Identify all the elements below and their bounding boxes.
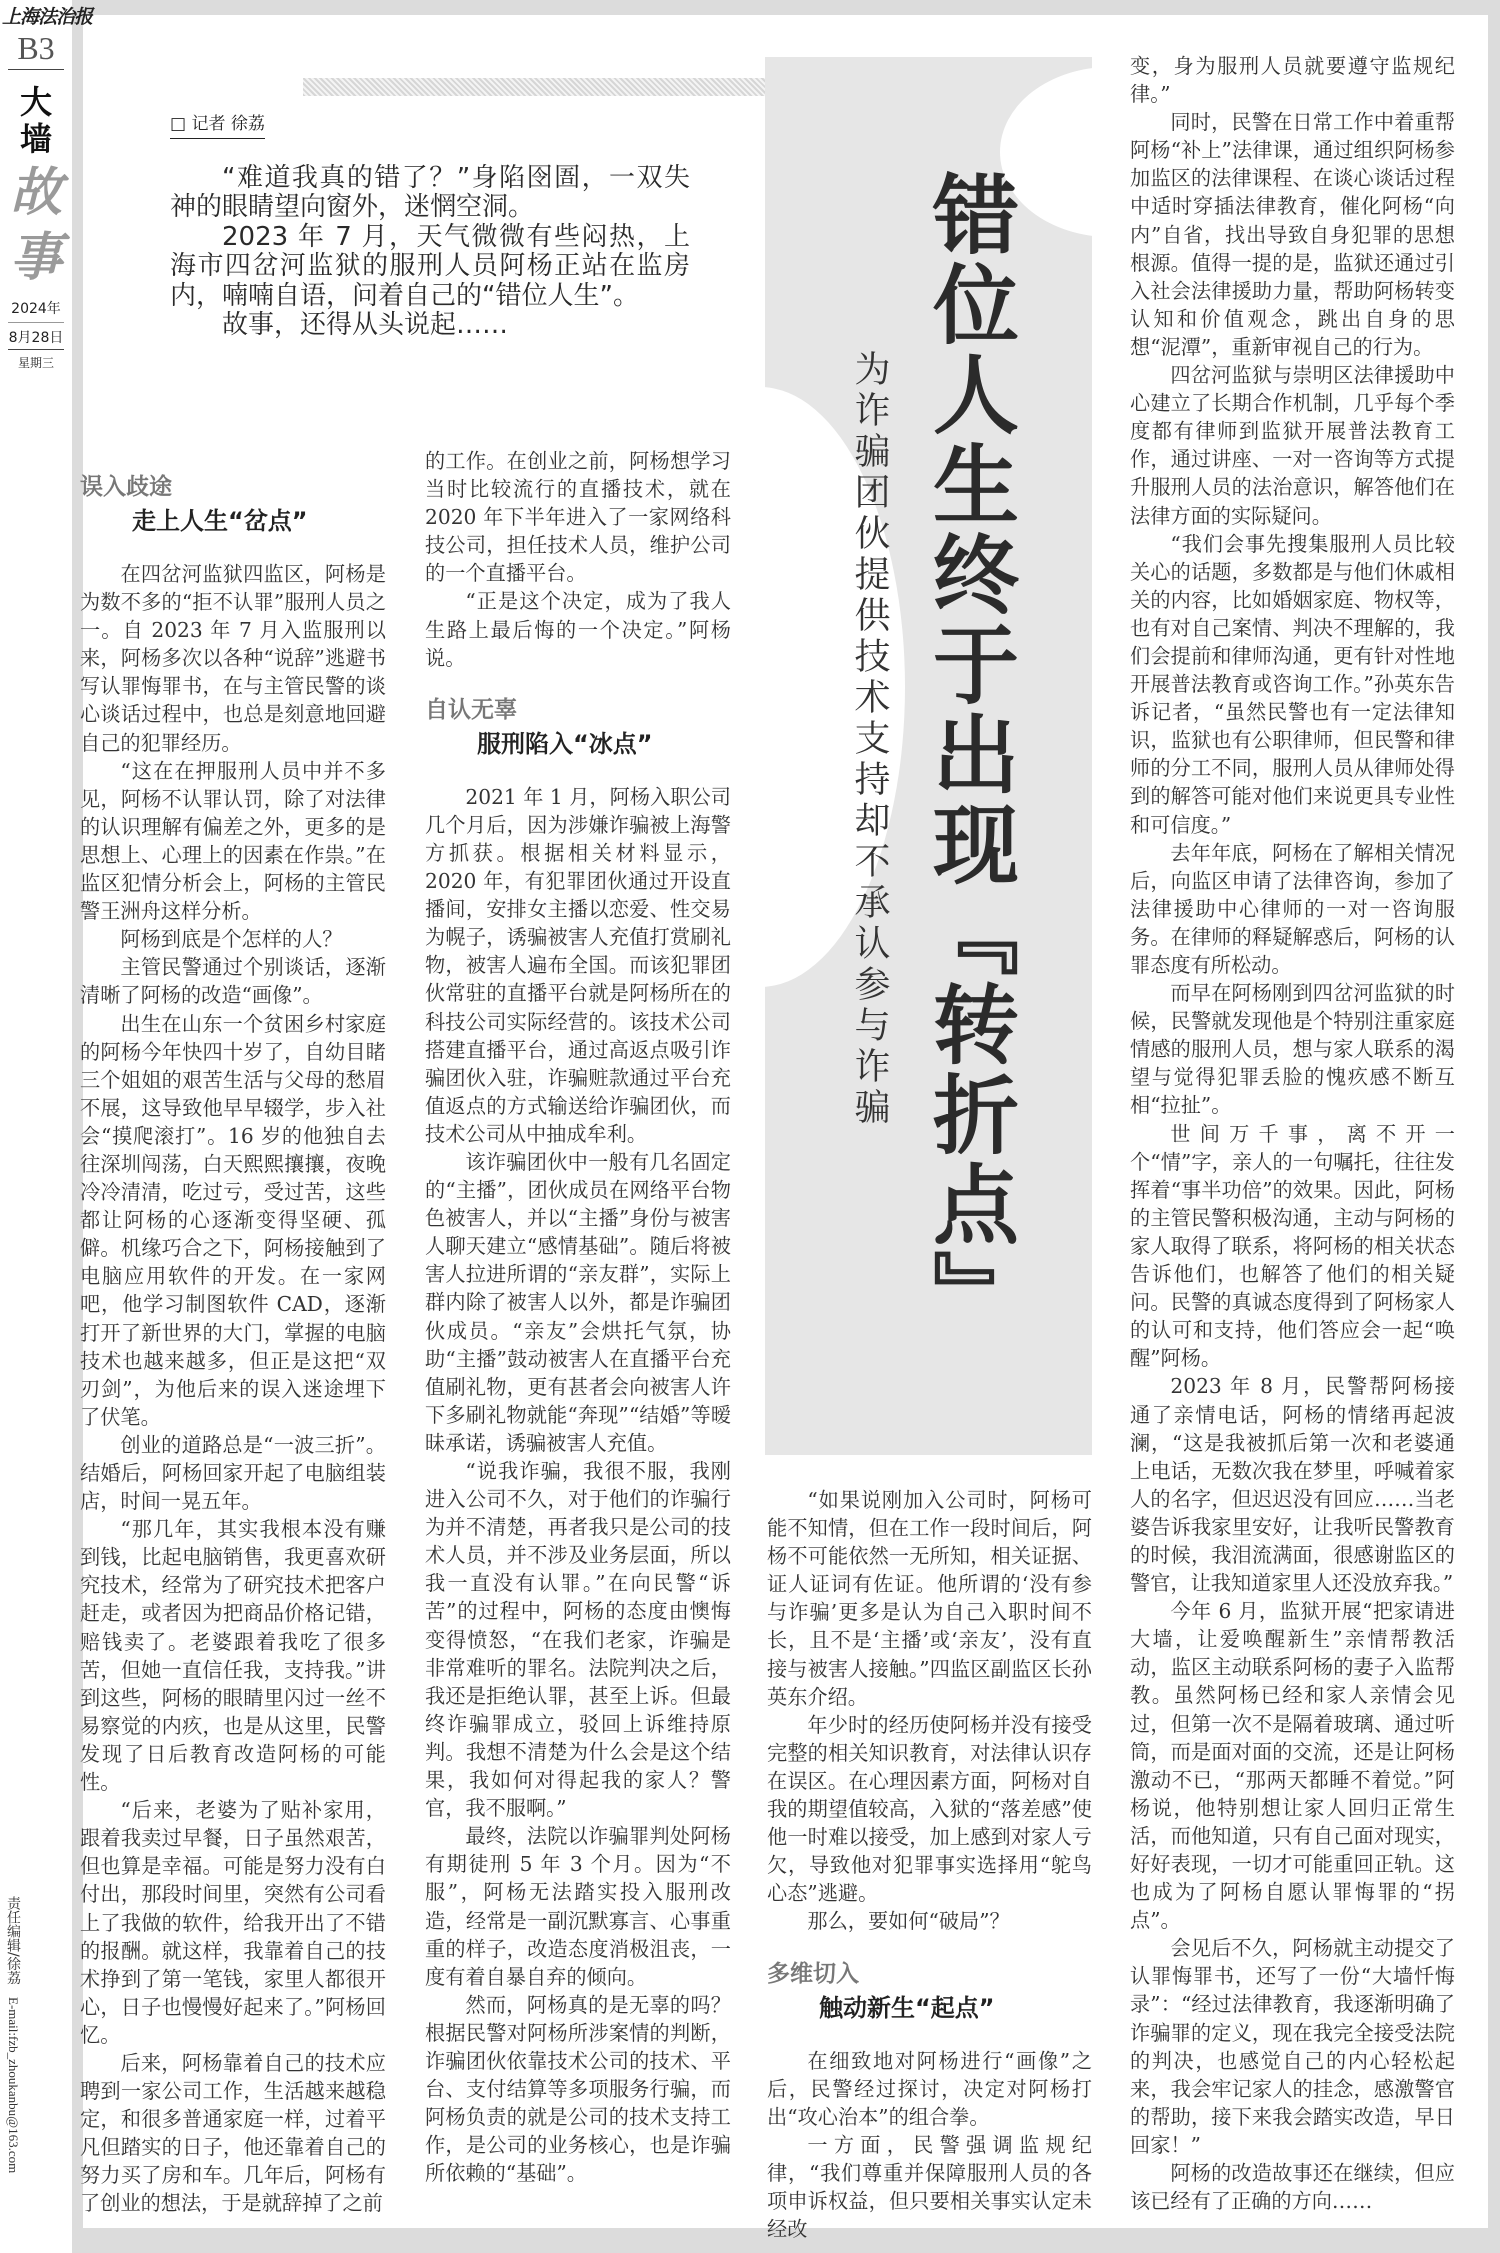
body-paragraph: 去年年底，阿杨在了解相关情况后，向监区申请了法律咨询，参加了法律援助中心律师的一对一咨询服务。在律师的释疑解惑后，阿杨的认罪态度有所松动。 [1130, 840, 1455, 977]
article-column-4 [1130, 52, 1455, 2215]
subheadline: 为诈骗团伙提供技术支持却不承认参与诈骗 [849, 350, 890, 1129]
section-heading: 误入歧途 [80, 473, 172, 500]
body-paragraph: 出生在山东一个贫困乡村家庭的阿杨今年快四十岁了，自幼目睹三个姐姐的艰苦生活与父母的愁眉不展，这导致他早早辍学，步入社会“摸爬滚打”。16 岁的他独自去往深圳闯荡，白天熙熙攘攘，夜晚冷冷清清，吃过亏，受过苦，这些都让阿杨的心逐渐变得坚硬、孤僻。机缘巧合之下，阿杨接触到了电脑应用软件的开发。在一家网吧，他学习制图软件 CAD，逐渐打开了新世界的大门，掌握的电脑技术也越来越多，但正是这把“双刃剑”，为他后来的误入迷途埋下了伏笔。 [80, 1011, 386, 1429]
section-name-2: 墙 [19, 120, 52, 158]
section-heading: 自认无辜 [425, 695, 517, 723]
newspaper-logo: 上海法治报 [2, 6, 93, 28]
issue-year: 2024年 [11, 301, 61, 317]
body-paragraph: 在四岔河监狱四监区，阿杨是为数不多的“拒不认罪”服刑人员之一。自 2023 年 7 月入监服刑以来，阿杨多次以各种“说辞”逃避书写认罪悔罪书，在与主管民警的谈心谈话过程中，也总是刻意地回避自己的犯罪经历。 [80, 562, 386, 755]
body-paragraph: 创业的道路总是“一波三折”。结婚后，阿杨回家开起了电脑组装店，时间一晃五年。 [80, 1432, 386, 1514]
page-frame-top [83, 0, 1500, 15]
body-paragraph: 同时，民警在日常工作中着重帮阿杨“补上”法律课，通过组织阿杨参加监区的法律课程、在谈心谈话过程中适时穿插法律教育，催化阿杨“向内”自省，找出导致自身犯罪的思想根源。值得一提的是，监狱还通过引入社会法律援助力量，帮助阿杨转变认知和价值观念，跳出自身的思想“泥潭”，重新审视自己的行为。 [1130, 110, 1455, 359]
body-paragraph: 阿杨的改造故事还在继续，但应该已经有了正确的方向…… [1130, 2161, 1455, 2214]
section-subheading: 走上人生“岔点” [132, 507, 308, 535]
editor-label: 责任编辑/徐荔 [5, 1896, 21, 1985]
decorative-hatch-band [303, 78, 765, 96]
body-paragraph: “这在在押服刑人员中并不多见，阿杨不认罪认罚，除了对法律的认识理解有偏差之外，更多的是思想上、心理上的因素在作祟。”在监区犯情分析会上，阿杨的主管民警王洲舟这样分析。 [80, 758, 386, 924]
intro-paragraph: 2023 年 7 月，天气微微有些闷热，上海市四岔河监狱的服刑人员阿杨正站在监房内，喃喃自语，问着自己的“错位人生”。 [170, 221, 690, 311]
article-intro [170, 164, 690, 340]
body-paragraph: 的工作。在创业之前，阿杨想学习当时比较流行的直播技术，就在 2020 年下半年进入了一家网络科技公司，担任技术人员，维护公司的一个直播平台。 [425, 449, 731, 586]
body-paragraph: 今年 6 月，监狱开展“把家请进大墙，让爱唤醒新生”亲情帮教活动，监区主动联系阿杨的妻子入监帮教。虽然阿杨已经和家人亲情会见过，但第一次不是隔着玻璃、通过听筒，而是面对面的交流，还是让阿杨激动不已，“那两天都睡不着觉。”阿杨说，他特别想让家人回归正常生活，而他知道，只有自己面对现实，好好表现，一切才可能重回正轨。这也成为了阿杨自愿认罪悔罪的“拐点”。 [1130, 1599, 1455, 1933]
body-paragraph: 在细致地对阿杨进行“画像”之后，民警经过探讨，决定对阿杨打出“攻心治本”的组合拳。 [767, 2048, 1092, 2129]
byline: □ 记者 徐荔 [170, 109, 265, 139]
page-number: B3 [17, 30, 55, 66]
body-paragraph: 年少时的经历使阿杨并没有接受完整的相关知识教育，对法律认识存在误区。在心理因素方面，阿杨对自我的期望值较高，入狱的“落差感”使他一时难以接受，加上感到对家人亏欠，导致他对犯罪事实选择用“鸵鸟心态”逃避。 [767, 1712, 1092, 1906]
intro-paragraph: 故事，还得从头说起…… [222, 310, 509, 341]
section-subname-1: 故 [9, 162, 62, 223]
section-subheading: 服刑陷入“冰点” [477, 729, 653, 758]
issue-weekday: 星期三 [17, 356, 54, 370]
page-frame-right [1488, 0, 1500, 2253]
body-paragraph: 那么，要如何“破局”？ [807, 1909, 1010, 1934]
editor-email: E-mail:fzb_zhoukanbu@163.com [6, 1997, 21, 2174]
body-paragraph: 最终，法院以诈骗罪判处阿杨有期徒刑 5 年 3 个月。因为“不服”，阿杨无法踏实投入服刑改造，经常是一副沉默寡言、心事重重的样子，改造态度消极沮丧，一度有着自暴自弃的倾向。 [425, 1824, 731, 1989]
editor-credit [3, 1896, 23, 2173]
section-name-1: 大 [19, 83, 52, 121]
body-paragraph: 然而，阿杨真的是无辜的吗？根据民警对阿杨所涉案情的判断，诈骗团伙依靠技术公司的技术、平台、支付结算等多项服务行骗，而阿杨负责的就是公司的技术支持工作，是公司的业务核心，也是诈骗所依赖的“基础”。 [425, 1992, 731, 2186]
article-column-3 [767, 1486, 1092, 2243]
intro-paragraph: “难道我真的错了？”身陷囹圄，一双失神的眼睛望向窗外，迷惘空洞。 [170, 163, 690, 223]
article-column-2 [425, 447, 731, 2187]
body-paragraph: 2021 年 1 月，阿杨入职公司几个月后，因为涉嫌诈骗被上海警方抓获。根据相关材料显示，2020 年，有犯罪团伙通过开设直播间，安排女主播以恋爱、性交易为幌子，诱骗被害人充值打赏刷礼物，被害人遍布全国。而该犯罪团伙常驻的直播平台就是阿杨所在的科技公司实际经营的。该技术公司搭建直播平台，通过高返点吸引诈骗团伙入驻，诈骗赃款通过平台充值返点的方式输送给诈骗团伙，而技术公司从中抽成牟利。 [425, 784, 731, 1146]
body-paragraph: 而早在阿杨刚到四岔河监狱的时候，民警就发现他是个特别注重家庭情感的服刑人员，想与家人联系的渴望与觉得犯罪丢脸的愧疚感不断互相“拉扯”。 [1130, 981, 1455, 1118]
body-paragraph: 2023 年 8 月，民警帮阿杨接通了亲情电话，阿杨的情绪再起波澜，“这是我被抓后第一次和老婆通上电话，无数次我在梦里，呼喊着家人的名字，但迟迟没有回应……当老婆告诉我家里安好，让我听民警教育的时候，我泪流满面，很感谢监区的警官，让我知道家里人还没放弃我。” [1130, 1374, 1455, 1596]
body-paragraph: 世间万千事，离不开一个“情”字，亲人的一句嘱托，往往发挥着“事半功倍”的效果。因此，阿杨的主管民警积极沟通，主动与阿杨的家人取得了联系，将阿杨的相关状态告诉他们，也解答了他们的相关疑问。民警的真诚态度得到了阿杨家人的认可和支持，他们答应会一起“唤醒”阿杨。 [1130, 1121, 1455, 1371]
body-paragraph: 一方面，民警强调监规纪律，“我们尊重并保障服刑人员的各项申诉权益，但只要相关事实认定未经改 [767, 2132, 1092, 2242]
body-paragraph: “如果说刚加入公司时，阿杨可能不知情，但在工作一段时间后，阿杨不可能依然一无所知，相关证据、证人证词有佐证。他所谓的‘没有参与诈骗’更多是认为自己入职时间不长，且不是‘主播’或‘亲友’，没有直接与被害人接触。”四监区副监区长孙英东介绍。 [767, 1488, 1092, 1709]
divider [8, 349, 64, 350]
issue-date: 8月28日 [8, 330, 64, 346]
body-paragraph: “我们会事先搜集服刑人员比较关心的话题，多数都是与他们休戚相关的内容，比如婚姻家庭、物权等，也有对自己案情、判决不理解的，我们会提前和律师沟通，更有针对性地开展普法教育或咨询工作。”孙英东告诉记者，“虽然民警也有一定法律知识，监狱也有公职律师，但民警和律师的分工不同，服刑人员从律师处得到的解答可能对他们来说更具专业性和可信度。” [1130, 531, 1455, 837]
body-paragraph: “正是这个决定，成为了我人生路上最后悔的一个决定。”阿杨说。 [425, 589, 731, 670]
body-paragraph: “那几年，其实我根本没有赚到钱，比起电脑销售，我更喜欢研究技术，经常为了研究技术把客户赶走，或者因为把商品价格记错，赔钱卖了。老婆跟着我吃了很多苦，但她一直信任我，支持我。”讲到这些，阿杨的眼睛里闪过一丝不易察觉的内疚，也是从这里，民警发现了日后教育改造阿杨的可能性。 [80, 1517, 386, 1795]
body-paragraph: 会见后不久，阿杨就主动提交了认罪悔罪书，还写了一份“大墙忏悔录”：“经过法律教育，我逐渐明确了诈骗罪的定义，现在我完全接受法院的判决，也感觉自己的内心轻松起来，我会牢记家人的挂念，感激警官的帮助，接下来我会踏实改造，早日回家！” [1130, 1936, 1455, 2157]
section-subheading: 触动新生“起点” [819, 1993, 995, 2022]
divider [8, 69, 64, 70]
body-paragraph: 该诈骗团伙中一般有几名固定的“主播”，团伙成员在网络平台物色被害人，并以“主播”身份与被害人聊天建立“感情基础”。随后将被害人拉进所谓的“亲友群”，实际上群内除了被害人以外，都是诈骗团伙成员。“亲友”会烘托气氛，协助“主播”鼓动被害人在直播平台充值刷礼物，更有甚者会向被害人许下多刷礼物就能“奔现”“结婚”等暧昧承诺，诱骗被害人充值。 [425, 1149, 731, 1455]
divider [8, 322, 64, 323]
body-paragraph: 后来，阿杨靠着自己的技术应聘到一家公司工作，生活越来越稳定，和很多普通家庭一样，过着平凡但踏实的日子，他还靠着自己的努力买了房和车。几年后，阿杨有了创业的想法，于是就辞掉了之前 [80, 2050, 386, 2216]
body-paragraph: 变，身为服刑人员就要遵守监规纪律。” [1130, 54, 1455, 107]
section-subname-2: 事 [9, 227, 62, 288]
article-column-1 [80, 470, 386, 2218]
body-paragraph: 阿杨到底是个怎样的人？ [120, 927, 343, 952]
body-paragraph: 主管民警通过个别谈话，逐渐清晰了阿杨的改造“画像”。 [80, 955, 386, 1008]
headline: 错位人生终于出现『转折点』 [918, 170, 1019, 1340]
body-paragraph: “说我诈骗，我很不服，我刚进入公司不久，对于他们的诈骗行为并不清楚，再者我只是公司的技术人员，并不涉及业务层面，所以我一直没有认罪。”在向民警“诉苦”的过程中，阿杨的态度由懊悔变得愤怒，“在我们老家，诈骗是非常难听的罪名。法院判决之后，我还是拒绝认罪，甚至上诉。但最终诈骗罪成立，驳回上诉维持原判。我想不清楚为什么会是这个结果，我如何对得起我的家人？警官，我不服啊。” [425, 1459, 731, 1821]
body-paragraph: “后来，老婆为了贴补家用，跟着我卖过早餐，日子虽然艰苦，但也算是幸福。可能是努力没有白付出，那段时间里，突然有公司看上了我做的软件，给我开出了不错的报酬。就这样，我靠着自己的技术挣到了第一笔钱，家里人都很开心，日子也慢慢好起来了。”阿杨回忆。 [80, 1798, 386, 2047]
body-paragraph: 四岔河监狱与崇明区法律援助中心建立了长期合作机制，几乎每个季度都有律师到监狱开展普法教育工作，通过讲座、一对一咨询等方式提升服刑人员的法治意识，解答他们在法律方面的实际疑问。 [1130, 363, 1455, 528]
section-heading: 多维切入 [767, 1959, 859, 1987]
